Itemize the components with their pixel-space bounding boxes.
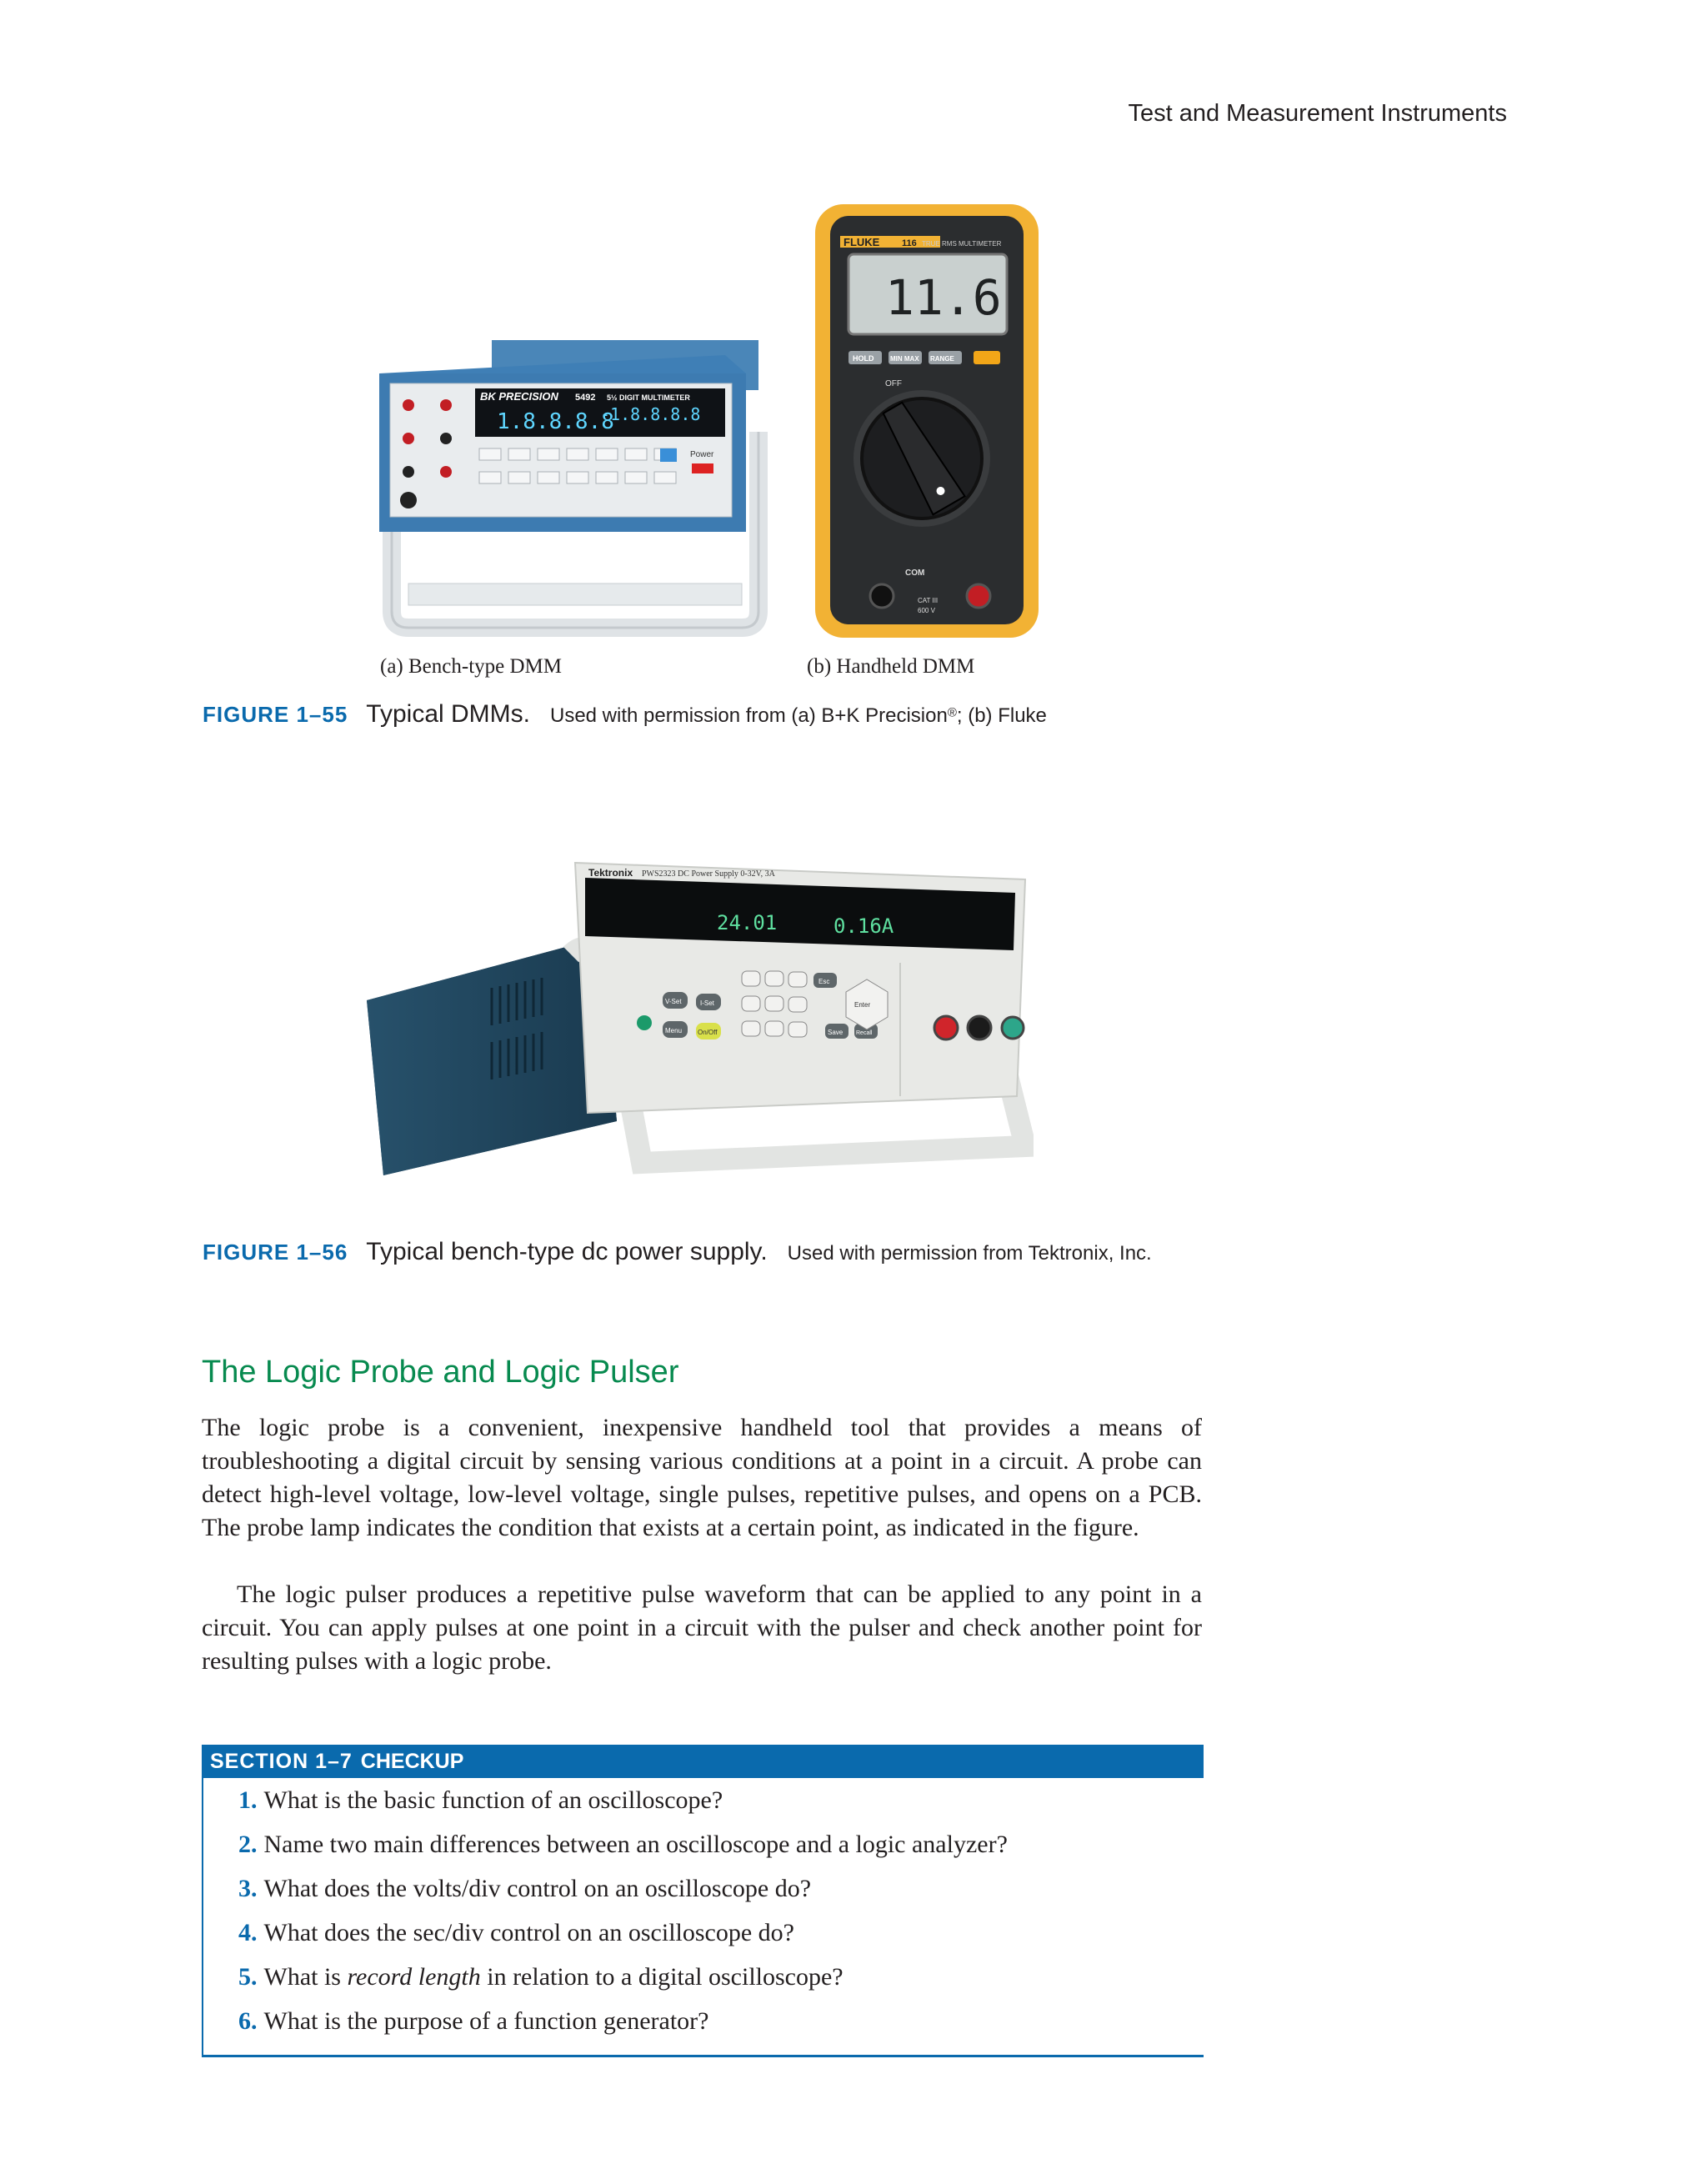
checkup-question [238,1831,1008,1859]
figure-1-55-caption [203,700,1047,729]
question-text: What does the sec/div control on an oscilloscope do? [263,1919,794,1946]
current-display: 0.16A [833,914,894,938]
figure-credit: Used with permission from Tektronix, Inc. [787,1242,1152,1265]
question-text-pre: What is [263,1963,348,1991]
bench-dmm-photo [375,323,775,649]
question-number: 6. [238,2007,258,2035]
section-heading: The Logic Probe and Logic Pulser [202,1355,679,1390]
checkup-header [203,1745,1204,1778]
section-checkup-box [202,1745,1204,2057]
bench-dmm-brand: BK PRECISION [480,390,558,403]
tektronix-brand: Tektronix [588,867,633,879]
fluke-display: 11.6 [885,269,1002,326]
fluke-cat-label: CAT III [918,597,939,604]
fluke-button-hold: HOLD [853,354,874,363]
key-esc: Esc [818,978,830,985]
question-text: Name two main differences between an oscilloscope and a logic analyzer? [263,1831,1008,1858]
figure-title: Typical DMMs. [366,700,530,728]
bench-dmm-model: 5492 [575,393,596,403]
key-save: Save [828,1029,843,1036]
question-text-emphasis: record length [347,1963,481,1991]
fluke-button-range: RANGE [930,355,954,363]
figure-credit: Used with permission from (a) B+K Precision [549,704,948,727]
power-supply-photo [367,846,1034,1205]
fluke-volt-label: 600 V [918,607,935,614]
question-number: 5. [238,1963,258,1991]
body-paragraph-1: The logic probe is a convenient, inexpensive handheld tool that provides a means of troubleshooting a digital circuit by sensing various conditions at a point in a circuit. A probe can detect high-level voltage, low-level voltage, single pulses, repetitive pulses, and opens on a PCB. The probe lamp indicates the condition that exists at a certain point, as indicated in the figure. [202,1414,1202,1541]
key-onoff: On/Off [698,1029,718,1036]
checkup-question [238,1875,811,1903]
checkup-question [238,1919,794,1947]
key-menu: Menu [665,1027,683,1034]
question-text-post: in relation to a digital oscilloscope? [480,1963,843,1991]
fluke-brand: FLUKE [843,236,880,248]
key-iset: I-Set [700,999,714,1007]
figure-label: FIGURE 1–55 [203,702,348,727]
checkup-question [238,1786,723,1815]
question-text: What is the purpose of a function generator? [263,2007,709,2035]
fluke-com-label: COM [905,569,925,578]
fluke-button-minmax: MIN MAX [890,355,919,363]
tektronix-model: PWS2323 DC Power Supply 0-32V, 3A [642,869,775,879]
question-number: 2. [238,1831,258,1858]
checkup-question [238,1963,843,1991]
figure-credit-tail: ; (b) Fluke [956,704,1047,727]
checkup-section-label: SECTION 1–7 [210,1750,353,1773]
checkup-question [238,2007,708,2036]
body-paragraph-2: The logic pulser produces a repetitive pulse waveform that can be applied to any point in a circuit. You can apply pulses at one point in a circuit with the pulser and check another point for resulting pulses with a logic probe. [202,1580,1202,1675]
question-number: 4. [238,1919,258,1946]
bench-dmm-power-label: Power [690,450,714,459]
figure-1-55b-caption: (b) Handheld DMM [807,655,975,678]
voltage-display: 24.01 [717,911,778,934]
key-enter: Enter [854,1001,871,1009]
checkup-title: CHECKUP [360,1750,464,1773]
handheld-dmm-photo [815,204,1039,638]
question-text: What does the volts/div control on an oscilloscope do? [263,1875,812,1902]
figure-title: Typical bench-type dc power supply. [366,1238,768,1265]
running-header: Test and Measurement Instruments [1128,100,1507,127]
figure-1-56-caption [203,1238,1152,1266]
question-text: What is the basic function of an oscilloscope? [263,1786,723,1814]
fluke-model: 116 [902,238,917,248]
registered-mark: ® [947,705,957,720]
question-number: 1. [238,1786,258,1814]
figure-label: FIGURE 1–56 [203,1240,348,1265]
fluke-model-desc: TRUE RMS MULTIMETER [922,240,1002,248]
bench-dmm-digits: 5½ DIGIT MULTIMETER [607,393,690,402]
key-recall: Recall [856,1030,873,1036]
key-vset: V-Set [665,998,682,1005]
bench-dmm-reading-1: 1.8.8.8.8 [497,409,614,434]
figure-1-55a-caption: (a) Bench-type DMM [380,655,562,678]
fluke-off-label: OFF [885,379,902,388]
bench-dmm-reading-2: -1.8.8.8.8 [600,404,701,424]
question-number: 3. [238,1875,258,1902]
